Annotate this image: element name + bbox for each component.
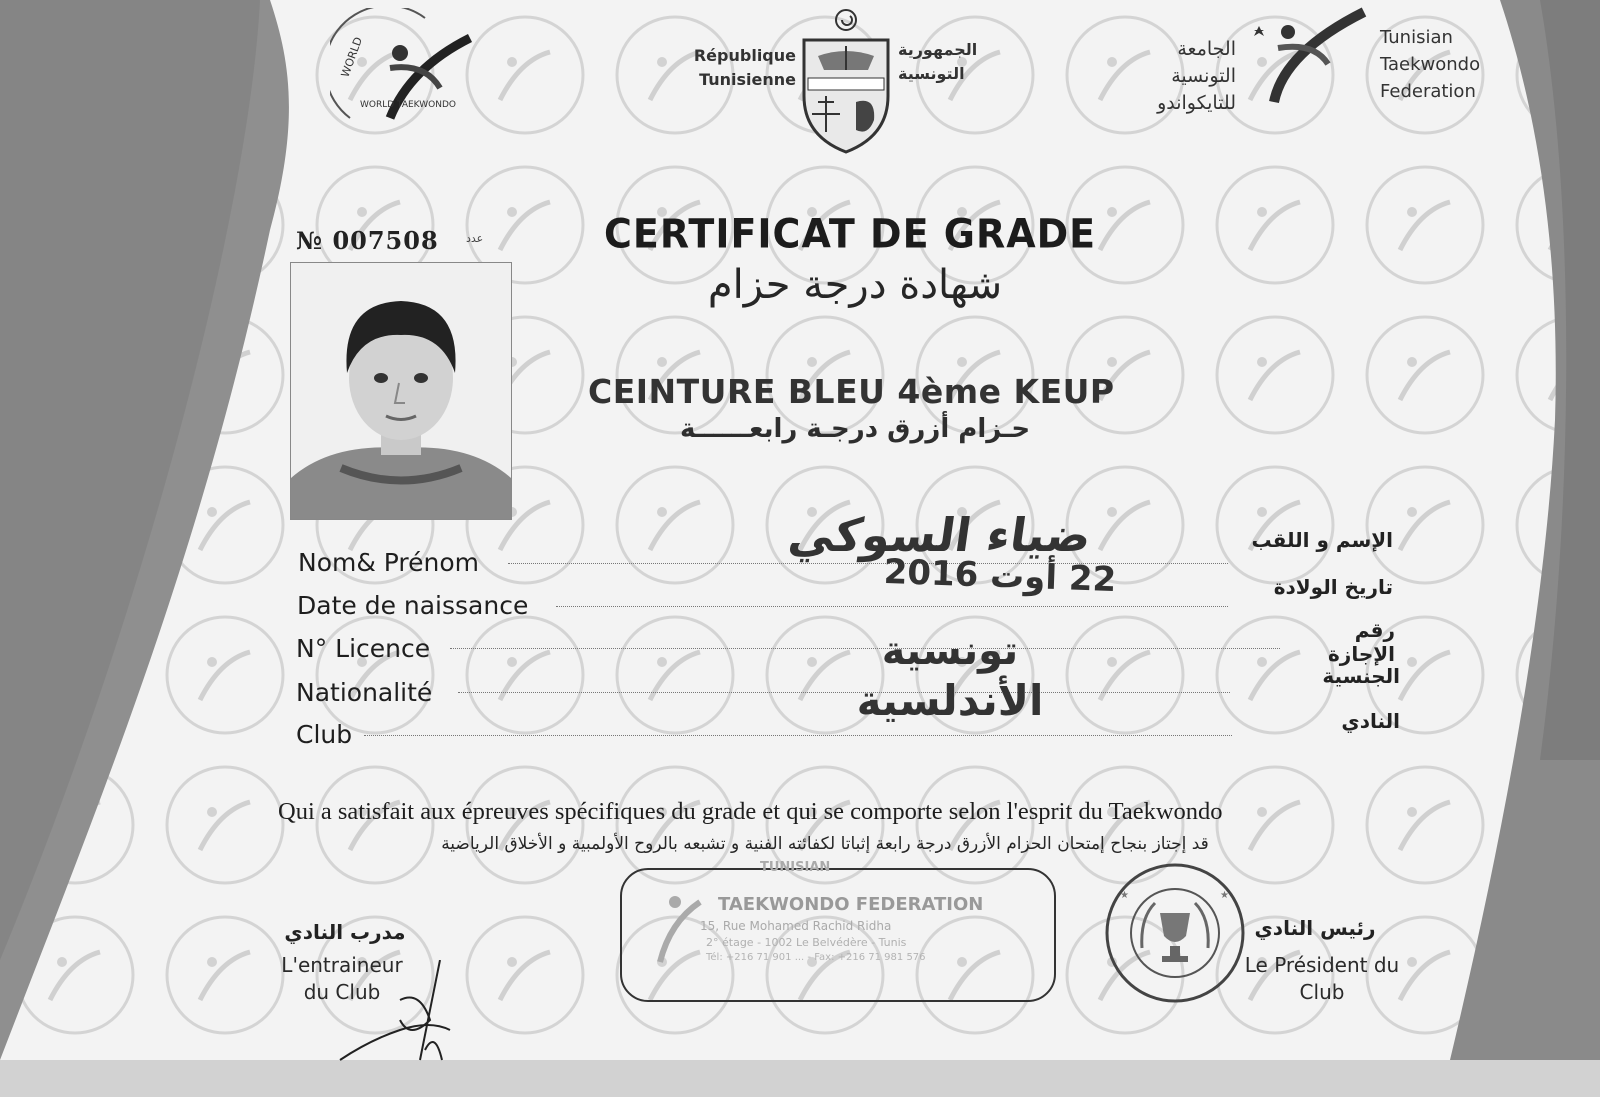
value-birthdate: 22 أوت 2016 — [883, 551, 1117, 601]
federation-fr-line3: Federation — [1380, 81, 1476, 102]
coach-label-ar: مدرب النادي — [284, 920, 406, 944]
president-fr-line2: Club — [1299, 980, 1345, 1004]
republic-fr-line1: République — [693, 46, 796, 65]
label-nationality-fr: Nationalité — [296, 678, 433, 707]
tunisia-coat-of-arms — [798, 6, 894, 156]
certificate-number: № 007508 — [296, 226, 439, 255]
stamp-line5: Tél: +216 71 901 ... - Fax: +216 71 981 576 — [706, 952, 926, 963]
president-label-fr — [1222, 952, 1422, 1006]
federation-name-fr — [1380, 24, 1480, 105]
stamp-line1: TUNISIAN — [760, 860, 831, 875]
holder-photo — [290, 262, 512, 520]
federation-logo — [1244, 2, 1374, 112]
label-nationality-ar: الجنسية — [1322, 664, 1400, 688]
svg-text:★: ★ — [1120, 890, 1129, 901]
label-club-fr: Club — [296, 720, 353, 749]
federation-name-ar — [1116, 36, 1236, 117]
label-licence-ar: رقم الإجازة — [1328, 618, 1395, 666]
coach-fr-line1: L'entraineur — [281, 953, 403, 977]
label-birthdate-ar: تاريخ الولادة — [1273, 575, 1393, 599]
president-fr-line1: Le Président du — [1244, 953, 1400, 977]
world-taekwondo-logo — [330, 8, 480, 138]
belt-grade-ar: حـزام أزرق درجـة رابعــــــة — [679, 414, 1031, 444]
stamp-line2: TAEKWONDO FEDERATION — [718, 894, 984, 915]
federation-fr-line1: Tunisian — [1380, 27, 1453, 48]
stamp-line3: 15, Rue Mohamed Rachid Ridha — [700, 919, 892, 933]
label-birthdate-fr: Date de naissance — [297, 591, 529, 620]
certificate-title-ar: شهادة درجة حزام — [707, 262, 1003, 308]
federation-fr-line2: Taekwondo — [1380, 54, 1481, 75]
statement-ar: قد إجتاز بنجاح إمتحان الحزام الأزرق درجة رابعة إثباتا لكفائته الفنية و تشبعه بالروح الأولمبية و الأخلاق الرياضية — [441, 834, 1209, 854]
svg-text:WORLD: WORLD — [338, 35, 366, 80]
belt-grade-fr: CEINTURE BLEU 4ème KEUP — [588, 372, 1115, 411]
president-label-ar: رئيس النادي — [1254, 916, 1376, 940]
label-club-ar: النادي — [1341, 709, 1400, 733]
federation-ar-line2: التونسية — [1171, 65, 1236, 87]
stamp-line4: 2° étage - 1002 Le Belvédère - Tunis — [706, 936, 907, 949]
label-licence-fr: N° Licence — [296, 634, 431, 663]
value-name: ضياء السوكي — [785, 508, 1095, 562]
certificate-title-fr: CERTIFICAT DE GRADE — [604, 210, 1097, 258]
republic-name-fr — [686, 44, 796, 92]
field-line-club — [364, 735, 1232, 736]
world-taekwondo-logo-text: WORLD TAEKWONDO — [360, 100, 456, 110]
republic-ar-line1: الجمهورية — [898, 40, 978, 59]
value-nationality: تونسية — [881, 628, 1019, 674]
coach-signature — [330, 960, 470, 1070]
portrait-image — [291, 263, 511, 519]
svg-text:★: ★ — [1220, 890, 1229, 901]
label-name-ar: الإسم و اللقب — [1251, 528, 1393, 552]
republic-name-ar — [898, 38, 998, 86]
statement-fr: Qui a satisfait aux épreuves spécifiques du grade et qui se comporte selon l'esprit du Taekwondo — [278, 798, 1223, 825]
certificate-number-ar-label: عدد — [466, 232, 484, 245]
coach-fr-line2: du Club — [303, 980, 381, 1004]
federation-ar-line3: للتايكواندو — [1157, 92, 1236, 114]
federation-ar-line1: الجامعة — [1177, 38, 1236, 60]
republic-fr-line2: Tunisienne — [699, 70, 796, 89]
value-club: الأندلسية — [856, 676, 1044, 725]
field-line-birthdate — [556, 606, 1228, 607]
label-name-fr: Nom& Prénom — [298, 548, 480, 577]
republic-ar-line2: التونسية — [898, 64, 965, 83]
